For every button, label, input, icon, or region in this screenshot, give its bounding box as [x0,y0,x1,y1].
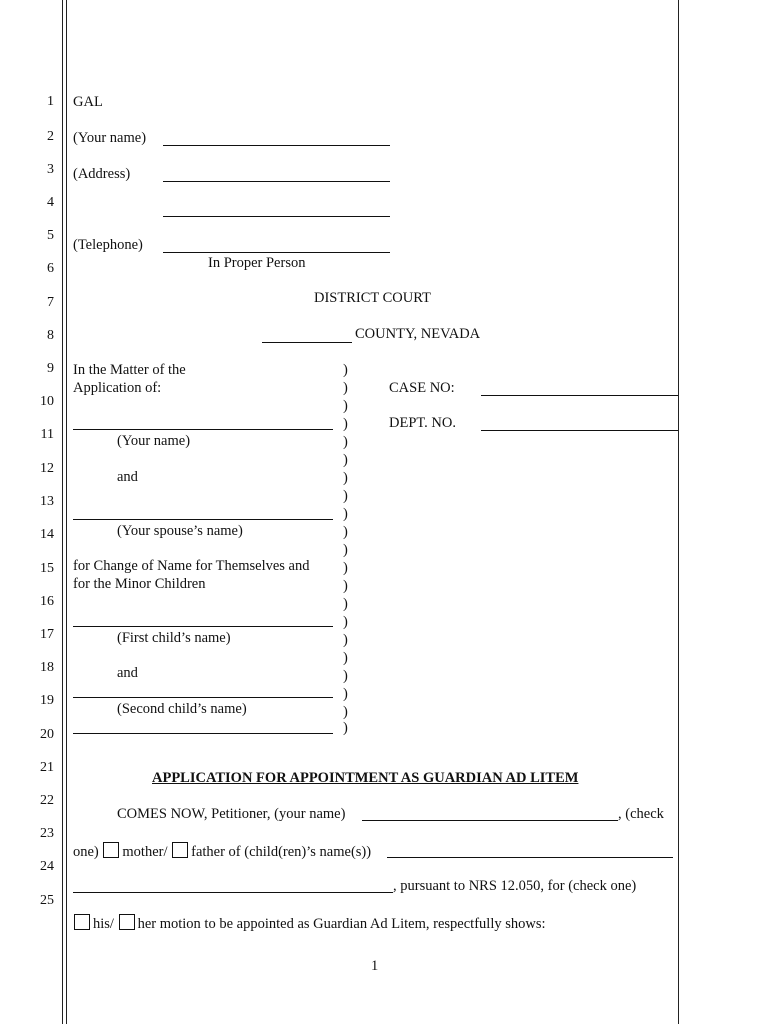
first-child-field[interactable] [73,626,333,627]
line-number: 21 [40,760,54,775]
line-number: 25 [40,893,54,908]
line-number: 3 [47,162,54,177]
right-margin-rule [678,0,679,1024]
matter-line-2: Application of: [73,380,162,396]
line-number: 17 [40,627,54,642]
paren: ) [343,614,348,630]
her-checkbox[interactable] [119,914,135,930]
father-label: father of (child(ren)’s name(s)) [191,844,372,860]
paren: ) [343,668,348,684]
line-number: 11 [40,427,54,442]
line-number: 16 [40,594,54,609]
paren: ) [343,650,348,666]
gender-check-row [73,914,546,933]
county-field[interactable] [262,342,352,343]
caption-and-2: and [117,665,138,681]
matter-line-1: In the Matter of the [73,362,186,378]
paren: ) [343,542,348,558]
line-number: 4 [47,195,54,210]
paren: ) [343,362,348,378]
left-margin-rule-2 [66,0,67,1024]
one-text: one) [73,844,99,860]
line-number: 2 [47,129,54,144]
comes-now-text: COMES NOW, Petitioner, (your name) [117,806,346,822]
pursuant-text: , pursuant to NRS 12.050, for (check one) [393,878,637,894]
line-number: 24 [40,859,54,874]
spouse-name-label: (Your spouse’s name) [117,523,243,539]
check-text-1: , (check [618,806,664,822]
left-margin-rule-1 [62,0,63,1024]
document-title: APPLICATION FOR APPOINTMENT AS GUARDIAN AD LITEM [152,770,579,786]
change-line-2: for the Minor Children [73,576,206,592]
line-number: 22 [40,793,54,808]
second-child-label: (Second child’s name) [117,701,247,717]
page-number: 1 [371,958,379,974]
paren: ) [343,720,348,736]
mother-label: mother/ [122,844,168,860]
caption-and-1: and [117,469,138,485]
case-no-field[interactable] [481,395,678,396]
paren: ) [343,452,348,468]
address-field-1[interactable] [163,181,390,182]
line-number: 10 [40,394,54,409]
line-number: 12 [40,461,54,476]
gal-label: GAL [73,94,103,110]
line-number: 5 [47,228,54,243]
line-number: 8 [47,328,54,343]
line-number: 18 [40,660,54,675]
her-motion-text: her motion to be appointed as Guardian Ad Litem, respectfully shows: [137,916,546,932]
line-number: 1 [47,94,54,109]
in-proper-person-label: In Proper Person [208,255,306,271]
line-number: 23 [40,826,54,841]
line-number: 14 [40,527,54,542]
first-child-label: (First child’s name) [117,630,231,646]
telephone-field[interactable] [163,252,390,253]
line-number: 13 [40,494,54,509]
caption-your-name-label: (Your name) [117,433,191,449]
caption-your-name-field[interactable] [73,429,333,430]
district-court-heading: DISTRICT COURT [314,290,431,306]
his-label: his/ [93,916,114,932]
paren: ) [343,506,348,522]
parent-check-row [73,842,371,861]
children-names-field-1[interactable] [387,857,673,858]
line-number: 6 [47,261,54,276]
second-child-field[interactable] [73,697,333,698]
mother-checkbox[interactable] [103,842,119,858]
paren: ) [343,434,348,450]
his-checkbox[interactable] [74,914,90,930]
address-label: (Address) [73,166,131,182]
address-field-2[interactable] [163,216,390,217]
paren: ) [343,380,348,396]
county-heading: COUNTY, NEVADA [355,326,481,342]
dept-no-label: DEPT. NO. [389,415,456,431]
children-names-field-2[interactable] [73,892,393,893]
paren: ) [343,632,348,648]
paren: ) [343,488,348,504]
line-number: 7 [47,295,54,310]
paren: ) [343,470,348,486]
paren: ) [343,704,348,720]
paren: ) [343,416,348,432]
line-number: 15 [40,561,54,576]
spouse-name-field[interactable] [73,519,333,520]
line-number: 9 [47,361,54,376]
case-no-label: CASE NO: [389,380,455,396]
line-number: 19 [40,693,54,708]
paren: ) [343,596,348,612]
paren: ) [343,686,348,702]
paren: ) [343,560,348,576]
father-checkbox[interactable] [172,842,188,858]
paren: ) [343,578,348,594]
your-name-label: (Your name) [73,130,147,146]
your-name-field[interactable] [163,145,390,146]
telephone-label: (Telephone) [73,237,143,253]
line-number: 20 [40,727,54,742]
paren: ) [343,524,348,540]
additional-name-field[interactable] [73,733,333,734]
change-line-1: for Change of Name for Themselves and [73,558,310,574]
dept-no-field[interactable] [481,430,678,431]
petitioner-name-field[interactable] [362,820,618,821]
paren: ) [343,398,348,414]
